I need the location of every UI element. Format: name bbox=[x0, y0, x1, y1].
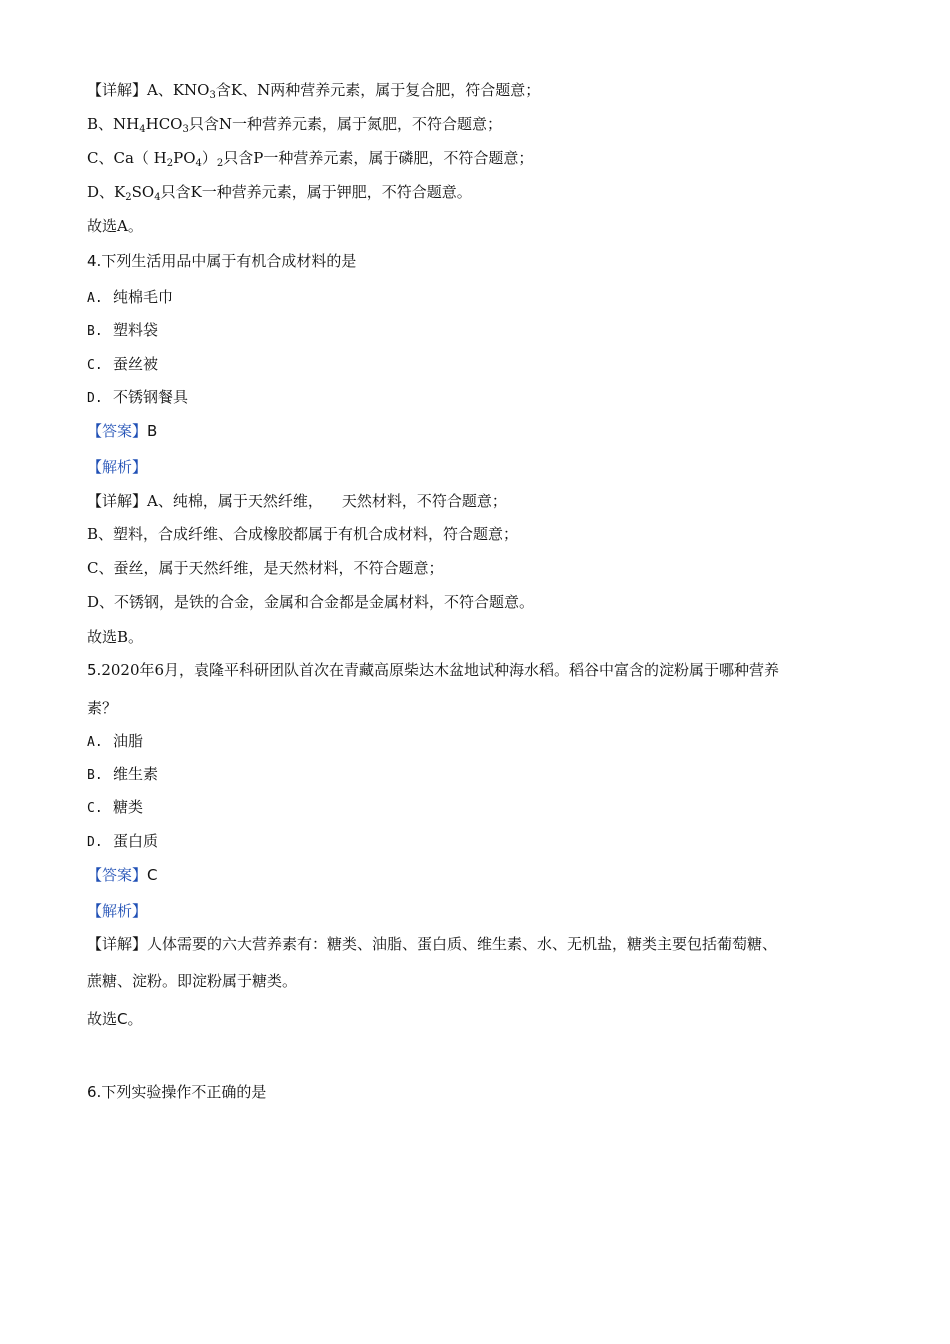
q3-detail-a bbox=[87, 80, 540, 100]
detail-b-text-mid: HCO bbox=[145, 115, 183, 133]
q5-option-d bbox=[87, 831, 158, 853]
option-text: 蛋白质 bbox=[113, 832, 159, 850]
detail-c-text-mid: PO bbox=[173, 149, 196, 167]
answer-value: B bbox=[147, 422, 158, 440]
q4-answer bbox=[87, 421, 157, 441]
option-letter: B. bbox=[87, 324, 103, 339]
detail-d-text-end: 只含K一种营养元素，属于钾肥，不符合题意。 bbox=[160, 183, 472, 201]
q4-option-c bbox=[87, 354, 158, 376]
q4-conclusion: 故选B。 bbox=[87, 628, 144, 646]
q4-option-b bbox=[87, 320, 158, 342]
q4-detail-d: D、不锈钢，是铁的合金，金属和合金都是金属材料，不符合题意。 bbox=[87, 593, 535, 611]
option-text: 糖类 bbox=[113, 798, 144, 816]
q5-option-b bbox=[87, 764, 158, 786]
option-text: 不锈钢餐具 bbox=[113, 388, 189, 406]
detail-c-text-end: 只含P一种营养元素，属于磷肥，不符合题意； bbox=[223, 149, 534, 167]
detail-text: 人体需要的六大营养素有：糖类、油脂、蛋白质、维生素、水、无机盐，糖类主要包括葡萄糖、 bbox=[147, 935, 778, 953]
question-number: 5. bbox=[87, 661, 102, 679]
detail-b-text-end: 只含N一种营养元素，属于氮肥，不符合题意； bbox=[188, 115, 502, 133]
subscript: 4 bbox=[154, 192, 161, 203]
detail-prefix: 【详解】 bbox=[87, 492, 148, 510]
question-text: 2020年6月，袁隆平科研团队首次在青藏高原柴达木盆地试种海水稻。稻谷中富含的淀粉属于哪种营养 bbox=[101, 661, 780, 679]
subscript: 3 bbox=[182, 124, 189, 135]
q4-detail-a bbox=[87, 491, 507, 511]
q4-analysis-label: 【解析】 bbox=[87, 458, 148, 476]
question-number: 6. bbox=[87, 1083, 102, 1101]
conclusion-text: 故选 bbox=[87, 1010, 118, 1028]
option-letter: C. bbox=[87, 358, 103, 373]
subscript: 2 bbox=[166, 158, 174, 169]
q5-conclusion bbox=[87, 1009, 143, 1029]
detail-b-text: B、NH bbox=[87, 115, 140, 133]
q5-option-a bbox=[87, 731, 143, 753]
detail-a-text-end: 含K、N两种营养元素，属于复合肥，符合题意； bbox=[215, 81, 541, 99]
detail-c-text-paren: ） bbox=[201, 149, 217, 167]
conclusion-end: 。 bbox=[127, 1010, 143, 1028]
option-letter: D. bbox=[87, 835, 103, 850]
answer-value: C bbox=[147, 866, 158, 884]
q3-detail-b bbox=[87, 114, 502, 134]
q5-stem-line1 bbox=[87, 660, 779, 680]
option-text: 油脂 bbox=[113, 732, 144, 750]
answer-label: 【答案】 bbox=[87, 422, 148, 440]
detail-prefix: 【详解】 bbox=[87, 935, 148, 953]
option-letter: C. bbox=[87, 801, 103, 816]
detail-d-text-mid: SO bbox=[131, 183, 155, 201]
q5-option-c bbox=[87, 797, 143, 819]
subscript: 4 bbox=[139, 124, 146, 135]
detail-prefix: 【详解】 bbox=[87, 81, 148, 99]
option-text: 蚕丝被 bbox=[113, 355, 159, 373]
q5-answer bbox=[87, 865, 158, 885]
subscript: 3 bbox=[209, 90, 216, 101]
option-letter: A. bbox=[87, 735, 103, 750]
q4-stem bbox=[87, 251, 356, 271]
question-text: 下列生活用品中属于有机合成材料的是 bbox=[101, 252, 357, 270]
subscript: 4 bbox=[195, 158, 202, 169]
conclusion-letter: C bbox=[117, 1010, 128, 1028]
q5-detail-line1 bbox=[87, 934, 777, 954]
option-letter: B. bbox=[87, 768, 103, 783]
question-number: 4. bbox=[87, 252, 102, 270]
detail-a-text: A、KNO bbox=[147, 81, 210, 99]
subscript: 2 bbox=[216, 158, 224, 169]
detail-d-text: D、K bbox=[87, 183, 126, 201]
subscript: 2 bbox=[125, 192, 132, 203]
q5-stem-line2: 素？ bbox=[87, 699, 118, 717]
answer-label: 【答案】 bbox=[87, 866, 148, 884]
q4-option-a bbox=[87, 287, 173, 309]
option-text: 纯棉毛巾 bbox=[113, 288, 174, 306]
option-text: 塑料袋 bbox=[113, 321, 159, 339]
q4-detail-b: B、塑料，合成纤维、合成橡胶都属于有机合成材料，符合题意； bbox=[87, 525, 519, 543]
q3-detail-d bbox=[87, 182, 472, 202]
option-letter: D. bbox=[87, 391, 103, 406]
detail-text: A、纯棉，属于天然纤维， 天然材料，不符合题意； bbox=[147, 492, 507, 510]
q5-detail-line2: 蔗糖、淀粉。即淀粉属于糖类。 bbox=[87, 972, 298, 990]
option-text: 维生素 bbox=[113, 765, 159, 783]
option-letter: A. bbox=[87, 291, 103, 306]
q5-analysis-label: 【解析】 bbox=[87, 902, 148, 920]
q3-detail-c bbox=[87, 148, 533, 168]
q6-stem bbox=[87, 1082, 266, 1102]
detail-c-text: C、Ca（ H bbox=[87, 149, 167, 167]
question-text: 下列实验操作不正确的是 bbox=[101, 1083, 267, 1101]
q4-option-d bbox=[87, 387, 188, 409]
q4-detail-c: C、蚕丝，属于天然纤维，是天然材料，不符合题意； bbox=[87, 559, 444, 577]
q3-conclusion: 故选A。 bbox=[87, 217, 143, 235]
